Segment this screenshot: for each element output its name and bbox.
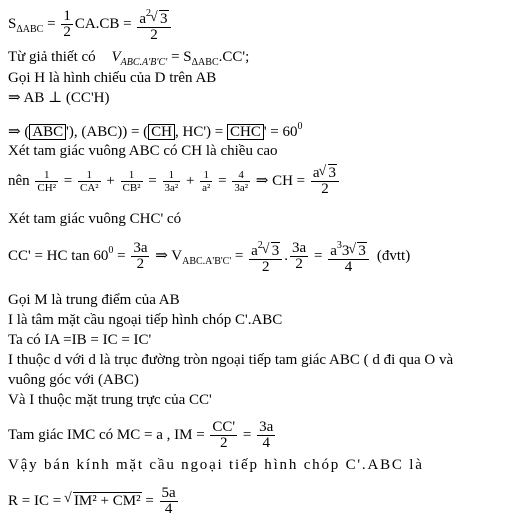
text-line-10: Gọi M là trung điểm của AB <box>8 292 180 308</box>
sqrt-symbol: √ 3 <box>349 244 367 259</box>
volume-formula: CC' = HC $\tan 60^0$ = $\frac{3a}{2}$ ⇒ $V_{ABC.A'B'C'}$ = $\frac{a^2√ 3}{2}$ . $\frac{3a}{2}$ = $\frac{a^33√ 3}{4}$ (đvtt) <box>8 238 410 275</box>
text-line-4: ⇒ AB ⊥ (CC'H) <box>8 90 110 106</box>
angle-formula: ⇒ ( ABC '), (ABC)) = ( CH , HC') = CHC ' = $60^0$ <box>8 121 303 140</box>
text-line-15: Và I thuộc mặt trung trực của CC' <box>8 392 212 408</box>
text-line-13: I thuộc d với d là trục đường tròn ngoại tiếp tam giác ABC ( d đi qua O và <box>8 352 454 368</box>
sqrt-symbol: √ IM² + CM² <box>65 492 142 510</box>
radius-formula: R = IC = √ IM² + CM² = $\frac{5a}{4}$ <box>8 486 180 517</box>
sqrt-symbol: √ 3 <box>151 12 169 27</box>
sqrt-symbol: √ 3 <box>263 244 281 259</box>
volume-statement: Từ giả thiết có $V_{ABC.A'B'C'} = S_{\Delta ABC}.CC'$; <box>8 49 250 68</box>
fraction-ch: $\frac{a√ 3}{2}$ <box>311 166 339 197</box>
angle-box-chc: CHC <box>227 124 264 140</box>
text-line-6: Xét tam giác vuông ABC có CH là chiều cao <box>8 143 278 159</box>
im-formula: Tam giác IMC có MC = a , IM = $\frac{CC'}{2}$ = $\frac{3a}{4}$ <box>8 419 274 451</box>
text-line-14: vuông góc với (ABC) <box>8 372 139 388</box>
text-line-12: Ta có IA =IB = IC = IC' <box>8 332 152 348</box>
angle-box-abc: ABC <box>29 124 66 140</box>
text-line-11: I là tâm mặt cầu ngoại tiếp hình chóp C'.ABC <box>8 312 283 328</box>
fraction-area: $\frac{a^2√ 3}{2}$ <box>137 6 170 43</box>
text-line-3: Gọi H là hình chiếu của D trên AB <box>8 70 217 86</box>
sqrt-symbol: √ 3 <box>320 166 338 181</box>
height-formula: nên $\frac{1}{\text{CH²}}$ = $\frac{1}{\text{CA²}}$ + $\frac{1}{\text{CB²}}$ = $\frac{1}{\text{3a²}}$ + $\frac{1}{\text{a²}}$ = $\frac{4}{\text{3a²}}$ ⇒ CH = $\frac{a√ 3}{2}$ <box>8 166 341 197</box>
text-line-17: Vậy bán kính mặt cầu ngoại tiếp hình chóp C'.ABC là <box>8 457 424 473</box>
angle-box-ch: CH <box>148 124 175 140</box>
formula-area-abc: $S_{\Delta ABC}$ = $\frac{1}{2}$ CA.CB = $\frac{a^2√ 3}{2}$ <box>8 6 173 43</box>
text-line-8: Xét tam giác vuông CHC' có <box>8 211 182 227</box>
fraction-half: $\frac{1}{2}$ <box>63 8 71 40</box>
